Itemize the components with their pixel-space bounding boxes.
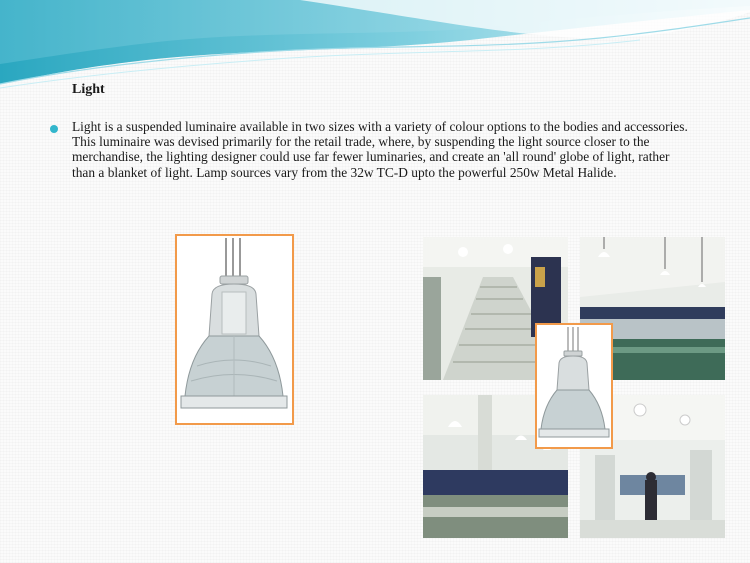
bullet-marker xyxy=(50,125,58,133)
header-wave-decoration xyxy=(0,0,750,95)
luminaire-product-photo xyxy=(175,234,294,425)
slide-title: Light xyxy=(72,82,105,97)
bullet-text: Light is a suspended luminaire available in two sizes with a variety of colour options to the bodies and accessories. This luminaire was devised primarily for the retail trade, where, by suspending the light source closer to the merchandise, the lighting designer could use far fewer luminaries, and create an 'all round' globe of light, rather than a blanket of light. Lamp sources vary from the 32w TC-D upto the powerful 250w Metal Halide. xyxy=(72,119,688,180)
luminaire-inset-photo xyxy=(535,323,613,449)
